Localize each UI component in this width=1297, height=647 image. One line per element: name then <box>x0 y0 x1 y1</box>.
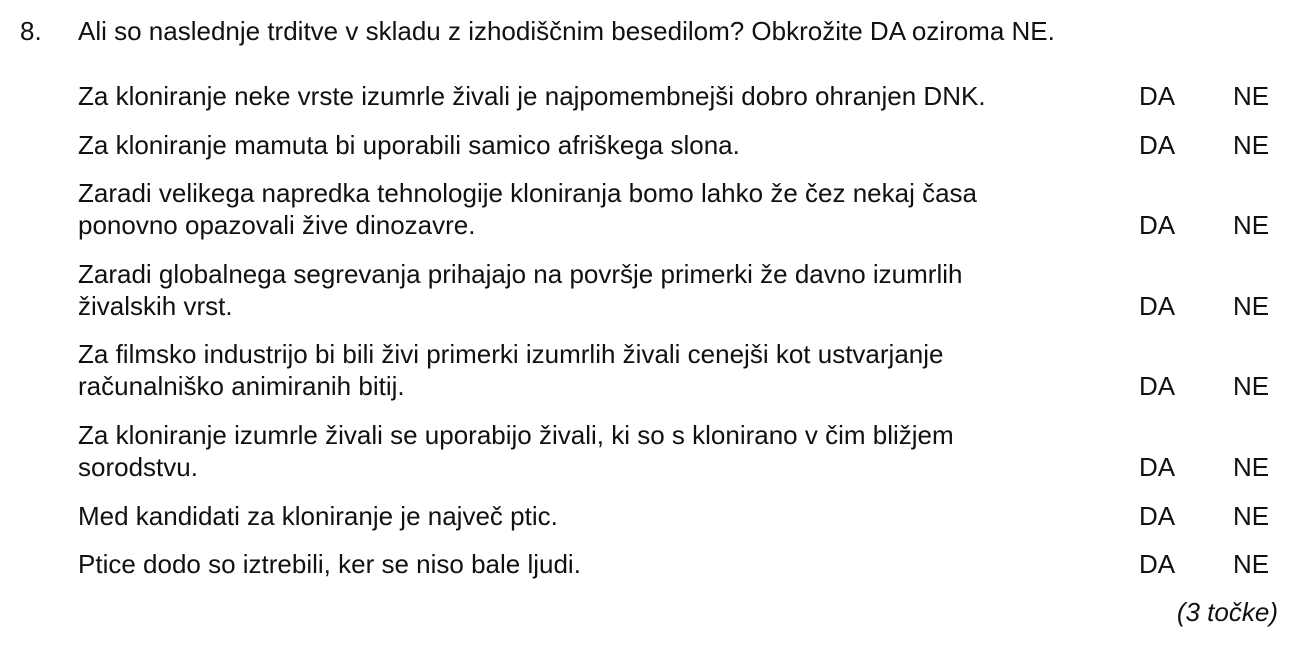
question-number: 8. <box>20 16 42 46</box>
statement-line: živalskih vrst. <box>78 291 233 321</box>
option-ne[interactable]: NE <box>1233 130 1270 160</box>
statement-text <box>78 500 1078 532</box>
option-da[interactable]: DA <box>1139 291 1176 321</box>
statement-text <box>78 177 1078 241</box>
statement-line: ponovno opazovali žive dinozavre. <box>78 210 476 240</box>
statement-text <box>78 548 1078 580</box>
statement-text <box>78 338 1078 402</box>
option-ne[interactable]: NE <box>1233 81 1270 111</box>
statement-line: sorodstvu. <box>78 452 198 482</box>
statement-line: Za kloniranje izumrle živali se uporabijo živali, ki so s klonirano v čim bližjem <box>78 420 954 450</box>
option-da[interactable]: DA <box>1139 501 1176 531</box>
option-da[interactable]: DA <box>1139 130 1176 160</box>
statement-line: Za kloniranje neke vrste izumrle živali je najpomembnejši dobro ohranjen DNK. <box>78 81 986 111</box>
statement-line: Za kloniranje mamuta bi uporabili samico afriškega slona. <box>78 130 740 160</box>
question-text: Ali so naslednje trditve v skladu z izhodiščnim besedilom? Obkrožite DA oziroma NE. <box>78 16 1055 46</box>
option-da[interactable]: DA <box>1139 81 1176 111</box>
option-ne[interactable]: NE <box>1233 452 1270 482</box>
statement-text <box>78 129 1078 161</box>
statement-text <box>78 258 1078 322</box>
option-ne[interactable]: NE <box>1233 371 1270 401</box>
statement-text <box>78 80 1078 112</box>
option-da[interactable]: DA <box>1139 210 1176 240</box>
option-ne[interactable]: NE <box>1233 501 1270 531</box>
points-label: (3 točke) <box>1176 597 1278 627</box>
statement-line: Za filmsko industrijo bi bili živi primerki izumrlih živali cenejši kot ustvarjanje <box>78 339 944 369</box>
statement-line: računalniško animiranih bitij. <box>78 371 405 401</box>
option-ne[interactable]: NE <box>1233 291 1270 321</box>
statement-text <box>78 419 1078 483</box>
option-da[interactable]: DA <box>1139 452 1176 482</box>
option-da[interactable]: DA <box>1139 549 1176 579</box>
option-da[interactable]: DA <box>1139 371 1176 401</box>
statement-line: Med kandidati za kloniranje je največ ptic. <box>78 501 558 531</box>
option-ne[interactable]: NE <box>1233 549 1270 579</box>
statement-line: Zaradi velikega napredka tehnologije kloniranja bomo lahko že čez nekaj časa <box>78 178 977 208</box>
statement-line: Zaradi globalnega segrevanja prihajajo na površje primerki že davno izumrlih <box>78 259 963 289</box>
option-ne[interactable]: NE <box>1233 210 1270 240</box>
statement-line: Ptice dodo so iztrebili, ker se niso bale ljudi. <box>78 549 581 579</box>
